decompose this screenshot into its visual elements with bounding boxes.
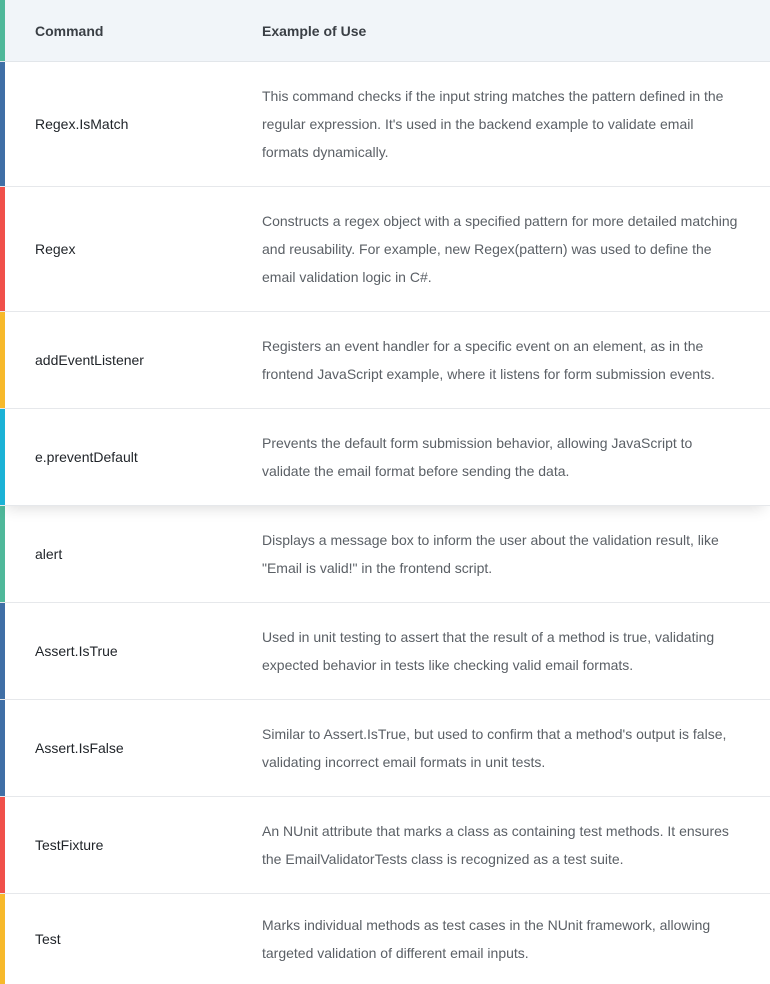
example-cell: Registers an event handler for a specific event on an element, as in the frontend JavaScript example, where it listens for form submission events. (262, 338, 715, 382)
row-stripe (0, 603, 5, 699)
command-cell: Test (35, 931, 61, 947)
table-row (0, 797, 770, 894)
example-cell: Similar to Assert.IsTrue, but used to confirm that a method's output is false, validating incorrect email formats in unit tests. (262, 726, 727, 770)
table-header (0, 0, 770, 62)
table-row (0, 409, 770, 506)
command-cell: alert (35, 546, 63, 562)
header-stripe (0, 0, 5, 61)
table-row (0, 312, 770, 409)
row-stripe (0, 62, 5, 186)
command-cell: addEventListener (35, 352, 144, 368)
example-cell: Used in unit testing to assert that the result of a method is true, validating expected behavior in tests like checking valid email formats. (262, 629, 715, 673)
row-stripe (0, 797, 5, 893)
command-cell: Regex.IsMatch (35, 116, 129, 132)
table-row (0, 603, 770, 700)
example-cell: Prevents the default form submission behavior, allowing JavaScript to validate the email format before sending the data. (262, 435, 693, 479)
command-cell: Regex (35, 241, 76, 257)
table-row (0, 894, 770, 984)
row-stripe (0, 187, 5, 311)
row-stripe (0, 894, 5, 984)
table-row (0, 62, 770, 187)
example-cell: Marks individual methods as test cases in the NUnit framework, allowing targeted validation of different email inputs. (262, 917, 711, 961)
example-cell: An NUnit attribute that marks a class as containing test methods. It ensures the EmailValidatorTests class is recognized as a test suite. (262, 823, 729, 867)
example-cell: This command checks if the input string matches the pattern defined in the regular expression. It's used in the backend example to validate email formats dynamically. (262, 88, 724, 160)
row-stripe (0, 312, 5, 408)
header-example: Example of Use (262, 22, 367, 39)
row-stripe (0, 700, 5, 796)
row-stripe (0, 409, 5, 505)
command-cell: Assert.IsFalse (35, 740, 124, 756)
example-cell: Displays a message box to inform the user about the validation result, like "Email is valid!" in the frontend script. (262, 532, 719, 576)
command-cell: TestFixture (35, 837, 104, 853)
header-command: Command (35, 22, 104, 39)
row-stripe (0, 506, 5, 602)
table-row (0, 187, 770, 312)
table-row (0, 506, 770, 603)
command-cell: e.preventDefault (35, 449, 138, 465)
table-row (0, 700, 770, 797)
command-cell: Assert.IsTrue (35, 643, 118, 659)
example-cell: Constructs a regex object with a specified pattern for more detailed matching and reusability. For example, new Regex(pattern) was used to define the email validation logic in C#. (262, 213, 738, 285)
